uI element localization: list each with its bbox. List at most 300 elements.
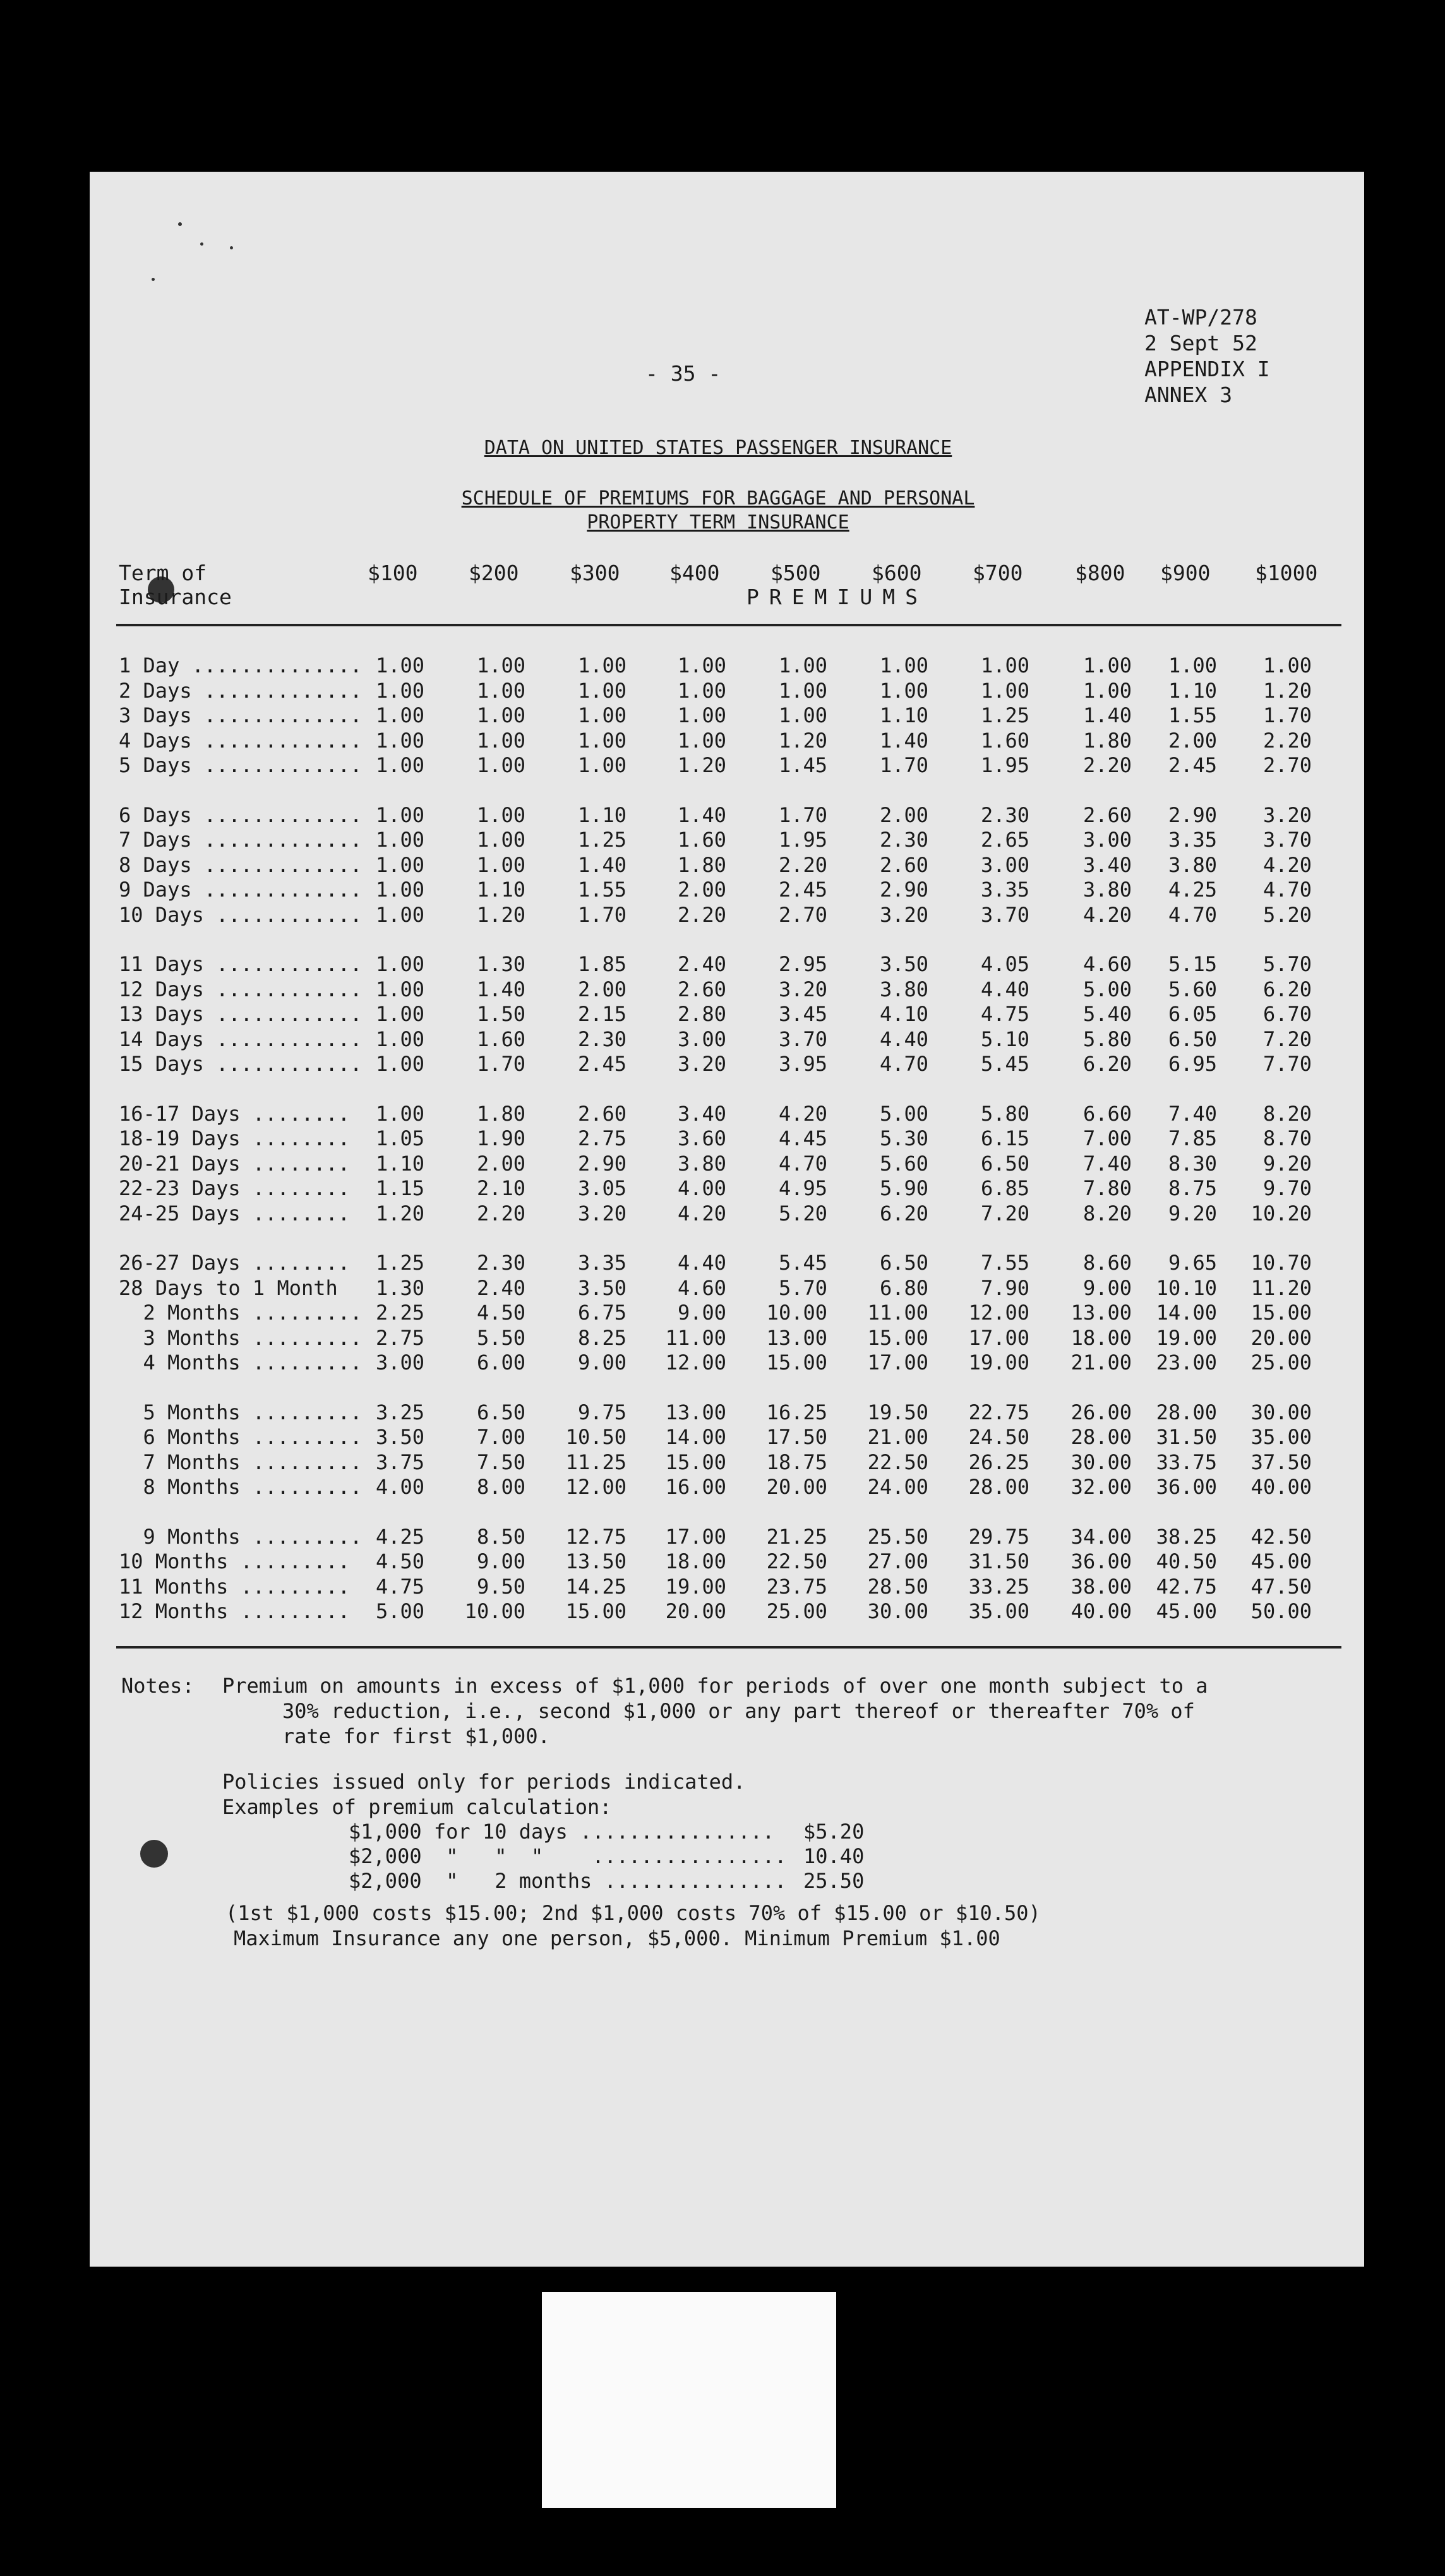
premium-cell: 9.00 bbox=[677, 1301, 726, 1325]
table-row bbox=[119, 1351, 1350, 1375]
example-label: $1,000 for 10 days ................ bbox=[349, 1820, 775, 1844]
premium-cell: 1.25 bbox=[577, 828, 627, 852]
policies-note: Policies issued only for periods indicated. bbox=[222, 1770, 746, 1794]
row-term: 20-21 Days ........ bbox=[119, 1151, 351, 1176]
reference-line: ANNEX 3 bbox=[1144, 383, 1233, 407]
row-term: 15 Days ............ bbox=[119, 1052, 363, 1076]
premium-cell: 3.95 bbox=[778, 1052, 827, 1076]
premium-cell: 1.00 bbox=[375, 828, 424, 852]
premium-cell: 1.40 bbox=[577, 852, 627, 877]
premium-cell: 1.70 bbox=[778, 802, 827, 827]
premium-cell: 4.70 bbox=[1262, 878, 1312, 902]
premium-cell: 19.00 bbox=[1156, 1325, 1217, 1350]
premium-cell: 11.00 bbox=[665, 1325, 726, 1350]
premium-cell: 9.00 bbox=[1082, 1275, 1132, 1300]
premium-cell: 1.05 bbox=[375, 1126, 424, 1150]
premium-cell: 9.00 bbox=[476, 1549, 525, 1573]
row-term: 7 Days ............. bbox=[119, 828, 363, 852]
row-term: 5 Months ......... bbox=[119, 1400, 363, 1424]
premium-cell: 1.00 bbox=[1262, 653, 1312, 677]
premium-cell: 16.25 bbox=[766, 1400, 827, 1424]
premium-cell: 8.50 bbox=[476, 1524, 525, 1549]
premium-cell: 7.20 bbox=[1262, 1027, 1312, 1051]
premium-cell: 11.20 bbox=[1250, 1275, 1312, 1300]
premium-cell: 36.00 bbox=[1156, 1475, 1217, 1499]
table-row bbox=[119, 1475, 1350, 1500]
premium-cell: 6.50 bbox=[476, 1400, 525, 1424]
column-header: $400 bbox=[669, 561, 720, 585]
premium-cell: 4.70 bbox=[1168, 902, 1217, 927]
premium-cell: 22.50 bbox=[766, 1549, 827, 1573]
premium-cell: 21.25 bbox=[766, 1524, 827, 1549]
premium-cell: 14.00 bbox=[665, 1425, 726, 1449]
premium-cell: 1.60 bbox=[980, 728, 1029, 753]
premium-cell: 28.00 bbox=[1156, 1400, 1217, 1424]
table-row bbox=[119, 729, 1350, 753]
premium-cell: 1.00 bbox=[375, 653, 424, 677]
premium-cell: 3.70 bbox=[980, 902, 1029, 927]
premium-cell: 1.80 bbox=[677, 852, 726, 877]
premium-cell: 2.75 bbox=[577, 1126, 627, 1150]
premium-cell: 7.20 bbox=[980, 1201, 1029, 1225]
premium-cell: 7.90 bbox=[980, 1275, 1029, 1300]
premium-cell: 6.70 bbox=[1262, 1002, 1312, 1026]
premium-cell: 25.00 bbox=[1250, 1351, 1312, 1374]
row-term: 4 Days ............. bbox=[119, 728, 363, 753]
premium-cell: 7.80 bbox=[1082, 1176, 1132, 1200]
premium-cell: 1.00 bbox=[677, 653, 726, 677]
document-subtitle: SCHEDULE OF PREMIUMS FOR BAGGAGE AND PERSONAL bbox=[461, 487, 975, 510]
premium-cell: 25.00 bbox=[766, 1599, 827, 1623]
premium-cell: 2.00 bbox=[677, 878, 726, 902]
premium-cell: 10.00 bbox=[464, 1599, 525, 1623]
premium-cell: 6.50 bbox=[1168, 1027, 1217, 1051]
row-term: 10 Days ............ bbox=[119, 902, 363, 927]
premium-cell: 18.00 bbox=[1070, 1325, 1132, 1350]
premium-cell: 8.75 bbox=[1168, 1176, 1217, 1200]
premium-cell: 6.20 bbox=[879, 1201, 928, 1225]
premium-cell: 1.15 bbox=[375, 1176, 424, 1200]
premium-cell: 1.00 bbox=[778, 678, 827, 703]
premium-cell: 1.00 bbox=[375, 1101, 424, 1126]
premium-cell: 47.50 bbox=[1250, 1574, 1312, 1599]
premium-cell: 26.00 bbox=[1070, 1400, 1132, 1424]
premium-cell: 2.60 bbox=[879, 852, 928, 877]
row-term: 8 Months ......... bbox=[119, 1475, 363, 1499]
paper-speck bbox=[140, 1840, 168, 1868]
premium-cell: 5.80 bbox=[1082, 1027, 1132, 1051]
premium-cell: 3.00 bbox=[677, 1027, 726, 1051]
document-subtitle: PROPERTY TERM INSURANCE bbox=[587, 511, 849, 534]
row-term: 26-27 Days ........ bbox=[119, 1251, 351, 1275]
premium-cell: 12.00 bbox=[665, 1351, 726, 1374]
premium-cell: 1.90 bbox=[476, 1126, 525, 1150]
page-number: - 35 - bbox=[645, 361, 721, 386]
premium-cell: 6.85 bbox=[980, 1176, 1029, 1200]
premium-cell: 4.25 bbox=[375, 1524, 424, 1549]
premium-cell: 1.10 bbox=[1168, 678, 1217, 703]
premium-cell: 1.00 bbox=[577, 728, 627, 753]
premium-cell: 19.00 bbox=[665, 1574, 726, 1599]
premium-cell: 33.25 bbox=[968, 1574, 1029, 1599]
premium-cell: 4.25 bbox=[1168, 878, 1217, 902]
premium-cell: 24.00 bbox=[867, 1475, 928, 1499]
premium-cell: 28.50 bbox=[867, 1574, 928, 1599]
premium-cell: 1.00 bbox=[375, 977, 424, 1001]
premium-cell: 1.55 bbox=[1168, 703, 1217, 727]
premium-cell: 1.00 bbox=[677, 728, 726, 753]
term-header: Term of bbox=[119, 561, 207, 585]
premium-cell: 7.40 bbox=[1168, 1101, 1217, 1126]
premium-cell: 2.40 bbox=[476, 1275, 525, 1300]
premium-cell: 15.00 bbox=[766, 1351, 827, 1374]
premium-cell: 1.20 bbox=[375, 1201, 424, 1225]
premium-cell: 5.00 bbox=[879, 1101, 928, 1126]
row-term: 1 Day .............. bbox=[119, 653, 363, 677]
premium-cell: 3.20 bbox=[1262, 802, 1312, 827]
premium-cell: 3.45 bbox=[778, 1002, 827, 1026]
premium-cell: 13.00 bbox=[766, 1325, 827, 1350]
premium-cell: 10.50 bbox=[565, 1425, 627, 1449]
premium-cell: 4.20 bbox=[778, 1101, 827, 1126]
table-row bbox=[119, 1326, 1350, 1351]
premium-cell: 1.50 bbox=[476, 1002, 525, 1026]
premium-cell: 3.50 bbox=[375, 1425, 424, 1449]
premium-cell: 12.75 bbox=[565, 1524, 627, 1549]
notes-text: 30% reduction, i.e., second $1,000 or any part thereof or thereafter 70% of bbox=[282, 1699, 1195, 1723]
premium-cell: 5.50 bbox=[476, 1325, 525, 1350]
premium-cell: 7.70 bbox=[1262, 1052, 1312, 1076]
premium-cell: 4.00 bbox=[677, 1176, 726, 1200]
row-term: 9 Months ......... bbox=[119, 1524, 363, 1549]
premium-cell: 21.00 bbox=[867, 1425, 928, 1449]
term-header: Insurance bbox=[119, 585, 232, 609]
premium-cell: 25.50 bbox=[867, 1524, 928, 1549]
premium-cell: 2.70 bbox=[1262, 753, 1312, 777]
premium-cell: 1.00 bbox=[1082, 653, 1132, 677]
premium-cell: 1.00 bbox=[476, 753, 525, 777]
premium-cell: 1.00 bbox=[375, 902, 424, 927]
premium-cell: 1.40 bbox=[476, 977, 525, 1001]
premium-cell: 1.00 bbox=[375, 952, 424, 976]
premium-cell: 9.00 bbox=[577, 1351, 627, 1374]
premium-cell: 3.05 bbox=[577, 1176, 627, 1200]
premium-cell: 1.10 bbox=[375, 1151, 424, 1176]
premium-cell: 20.00 bbox=[766, 1475, 827, 1499]
table-row bbox=[119, 1126, 1350, 1151]
table-row bbox=[119, 1002, 1350, 1027]
premium-cell: 3.20 bbox=[577, 1201, 627, 1225]
premium-cell: 9.75 bbox=[577, 1400, 627, 1424]
row-term: 6 Months ......... bbox=[119, 1425, 363, 1449]
premium-cell: 1.00 bbox=[778, 703, 827, 727]
premium-cell: 4.40 bbox=[980, 977, 1029, 1001]
premium-cell: 9.65 bbox=[1168, 1251, 1217, 1275]
premium-cell: 1.00 bbox=[879, 653, 928, 677]
premium-cell: 2.45 bbox=[1168, 753, 1217, 777]
premium-cell: 1.70 bbox=[476, 1052, 525, 1076]
premium-cell: 1.00 bbox=[1168, 653, 1217, 677]
premium-cell: 4.75 bbox=[980, 1002, 1029, 1026]
premium-cell: 31.50 bbox=[1156, 1425, 1217, 1449]
premium-cell: 6.50 bbox=[879, 1251, 928, 1275]
table-row bbox=[119, 1176, 1350, 1201]
table-row bbox=[119, 1102, 1350, 1126]
premium-cell: 2.75 bbox=[375, 1325, 424, 1350]
premium-cell: 3.70 bbox=[1262, 828, 1312, 852]
premium-cell: 1.00 bbox=[476, 728, 525, 753]
premium-cell: 2.15 bbox=[577, 1002, 627, 1026]
premium-cell: 2.45 bbox=[778, 878, 827, 902]
premium-cell: 1.70 bbox=[577, 902, 627, 927]
premium-cell: 5.45 bbox=[980, 1052, 1029, 1076]
premium-cell: 1.00 bbox=[375, 1052, 424, 1076]
premium-cell: 1.30 bbox=[476, 952, 525, 976]
example-amount: 25.50 bbox=[803, 1869, 865, 1893]
premium-cell: 1.00 bbox=[1082, 678, 1132, 703]
premium-cell: 7.85 bbox=[1168, 1126, 1217, 1150]
premium-cell: 3.40 bbox=[1082, 852, 1132, 877]
premium-cell: 35.00 bbox=[1250, 1425, 1312, 1449]
premium-cell: 2.00 bbox=[476, 1151, 525, 1176]
premium-cell: 5.00 bbox=[1082, 977, 1132, 1001]
premium-cell: 45.00 bbox=[1156, 1599, 1217, 1623]
premium-cell: 42.75 bbox=[1156, 1574, 1217, 1599]
premium-cell: 42.50 bbox=[1250, 1524, 1312, 1549]
premium-cell: 4.40 bbox=[677, 1251, 726, 1275]
premium-cell: 31.50 bbox=[968, 1549, 1029, 1573]
premium-cell: 14.25 bbox=[565, 1574, 627, 1599]
premium-cell: 3.20 bbox=[778, 977, 827, 1001]
premium-cell: 2.10 bbox=[476, 1176, 525, 1200]
premium-cell: 38.25 bbox=[1156, 1524, 1217, 1549]
premium-cell: 2.30 bbox=[879, 828, 928, 852]
premium-cell: 3.25 bbox=[375, 1400, 424, 1424]
example-label: $2,000 " " " ................ bbox=[349, 1844, 787, 1868]
premium-cell: 3.00 bbox=[1082, 828, 1132, 852]
table-rule-top bbox=[116, 624, 1341, 626]
premium-cell: 29.75 bbox=[968, 1524, 1029, 1549]
premium-cell: 1.00 bbox=[375, 802, 424, 827]
premium-cell: 1.00 bbox=[375, 728, 424, 753]
premium-cell: 3.00 bbox=[375, 1351, 424, 1374]
premium-cell: 28.00 bbox=[968, 1475, 1029, 1499]
premium-cell: 4.20 bbox=[677, 1201, 726, 1225]
premium-cell: 3.50 bbox=[577, 1275, 627, 1300]
premium-cell: 36.00 bbox=[1070, 1549, 1132, 1573]
premium-cell: 6.15 bbox=[980, 1126, 1029, 1150]
premium-cell: 13.50 bbox=[565, 1549, 627, 1573]
premium-cell: 8.00 bbox=[476, 1475, 525, 1499]
premium-cell: 3.80 bbox=[879, 977, 928, 1001]
table-row bbox=[119, 1301, 1350, 1325]
premium-cell: 6.20 bbox=[1082, 1052, 1132, 1076]
table-row bbox=[119, 903, 1350, 927]
premium-cell: 15.00 bbox=[867, 1325, 928, 1350]
premium-cell: 5.45 bbox=[778, 1251, 827, 1275]
premium-cell: 3.80 bbox=[1082, 878, 1132, 902]
premium-cell: 2.25 bbox=[375, 1301, 424, 1325]
table-row bbox=[119, 878, 1350, 902]
row-term: 2 Days ............. bbox=[119, 678, 363, 703]
premium-cell: 18.75 bbox=[766, 1450, 827, 1474]
premium-cell: 1.20 bbox=[476, 902, 525, 927]
premium-cell: 1.00 bbox=[476, 678, 525, 703]
premium-cell: 1.00 bbox=[577, 753, 627, 777]
premium-cell: 30.00 bbox=[1250, 1400, 1312, 1424]
reference-line: APPENDIX I bbox=[1144, 357, 1270, 381]
reference-line: 2 Sept 52 bbox=[1144, 331, 1257, 355]
premium-cell: 10.70 bbox=[1250, 1251, 1312, 1275]
premium-cell: 6.00 bbox=[476, 1351, 525, 1374]
premium-cell: 1.95 bbox=[778, 828, 827, 852]
example-amount: $5.20 bbox=[803, 1820, 865, 1844]
premium-cell: 8.20 bbox=[1082, 1201, 1132, 1225]
maximum-note: Maximum Insurance any one person, $5,000. Minimum Premium $1.00 bbox=[234, 1926, 1000, 1950]
premium-cell: 34.00 bbox=[1070, 1524, 1132, 1549]
premium-cell: 28.00 bbox=[1070, 1425, 1132, 1449]
premium-cell: 2.60 bbox=[577, 1101, 627, 1126]
premium-cell: 2.95 bbox=[778, 952, 827, 976]
table-row bbox=[119, 653, 1350, 678]
premium-cell: 2.00 bbox=[1168, 728, 1217, 753]
table-row bbox=[119, 1202, 1350, 1226]
premium-cell: 12.00 bbox=[565, 1475, 627, 1499]
premium-cell: 3.70 bbox=[778, 1027, 827, 1051]
premium-cell: 1.00 bbox=[375, 1027, 424, 1051]
premium-cell: 3.00 bbox=[980, 852, 1029, 877]
table-row bbox=[119, 679, 1350, 703]
premium-cell: 38.00 bbox=[1070, 1574, 1132, 1599]
premium-cell: 24.50 bbox=[968, 1425, 1029, 1449]
premium-cell: 10.20 bbox=[1250, 1201, 1312, 1225]
premium-cell: 8.70 bbox=[1262, 1126, 1312, 1150]
premium-cell: 40.00 bbox=[1070, 1599, 1132, 1623]
premium-cell: 32.00 bbox=[1070, 1475, 1132, 1499]
table-row bbox=[119, 1549, 1350, 1574]
premium-cell: 5.60 bbox=[1168, 977, 1217, 1001]
premium-cell: 2.20 bbox=[677, 902, 726, 927]
premium-cell: 2.20 bbox=[778, 852, 827, 877]
premium-cell: 2.60 bbox=[1082, 802, 1132, 827]
premium-cell: 1.10 bbox=[476, 878, 525, 902]
paper-speck bbox=[152, 278, 155, 281]
premium-cell: 14.00 bbox=[1156, 1301, 1217, 1325]
column-header: $500 bbox=[770, 561, 821, 585]
premium-cell: 2.70 bbox=[778, 902, 827, 927]
premium-cell: 5.40 bbox=[1082, 1002, 1132, 1026]
premium-cell: 15.00 bbox=[565, 1599, 627, 1623]
cost-note: (1st $1,000 costs $15.00; 2nd $1,000 costs 70% of $15.00 or $10.50) bbox=[225, 1901, 1041, 1925]
premium-cell: 37.50 bbox=[1250, 1450, 1312, 1474]
premium-cell: 1.40 bbox=[677, 802, 726, 827]
premium-cell: 33.75 bbox=[1156, 1450, 1217, 1474]
premium-cell: 3.35 bbox=[980, 878, 1029, 902]
premium-cell: 3.60 bbox=[677, 1126, 726, 1150]
premium-cell: 1.00 bbox=[375, 1002, 424, 1026]
premium-cell: 3.20 bbox=[677, 1052, 726, 1076]
premium-cell: 1.20 bbox=[677, 753, 726, 777]
row-term: 3 Days ............. bbox=[119, 703, 363, 727]
premium-cell: 1.00 bbox=[476, 703, 525, 727]
premium-cell: 1.25 bbox=[980, 703, 1029, 727]
premium-cell: 22.50 bbox=[867, 1450, 928, 1474]
premium-cell: 6.20 bbox=[1262, 977, 1312, 1001]
premium-cell: 5.10 bbox=[980, 1027, 1029, 1051]
premium-cell: 15.00 bbox=[665, 1450, 726, 1474]
premium-cell: 4.45 bbox=[778, 1126, 827, 1150]
premium-cell: 50.00 bbox=[1250, 1599, 1312, 1623]
column-header: $600 bbox=[872, 561, 922, 585]
row-term: 6 Days ............. bbox=[119, 802, 363, 827]
premium-cell: 1.00 bbox=[375, 703, 424, 727]
premium-cell: 45.00 bbox=[1250, 1549, 1312, 1573]
premium-cell: 35.00 bbox=[968, 1599, 1029, 1623]
table-row bbox=[119, 1276, 1350, 1301]
example-label: $2,000 " 2 months ............... bbox=[349, 1869, 787, 1893]
column-header: $100 bbox=[368, 561, 418, 585]
premium-cell: 12.00 bbox=[968, 1301, 1029, 1325]
premium-cell: 1.00 bbox=[778, 653, 827, 677]
premium-cell: 1.40 bbox=[879, 728, 928, 753]
row-term: 28 Days to 1 Month bbox=[119, 1275, 338, 1300]
premium-cell: 1.00 bbox=[677, 678, 726, 703]
table-row bbox=[119, 753, 1350, 778]
premium-cell: 2.00 bbox=[879, 802, 928, 827]
premium-cell: 21.00 bbox=[1070, 1351, 1132, 1374]
premium-cell: 5.15 bbox=[1168, 952, 1217, 976]
premium-cell: 1.00 bbox=[375, 852, 424, 877]
examples-heading: Examples of premium calculation: bbox=[222, 1795, 612, 1819]
premium-cell: 5.20 bbox=[778, 1201, 827, 1225]
document-reference bbox=[1144, 304, 1270, 408]
notes-text: Premium on amounts in excess of $1,000 for periods of over one month subject to a bbox=[222, 1674, 1208, 1698]
table-row bbox=[119, 828, 1350, 852]
premium-cell: 22.75 bbox=[968, 1400, 1029, 1424]
premium-cell: 2.80 bbox=[677, 1002, 726, 1026]
premium-cell: 1.60 bbox=[677, 828, 726, 852]
premium-cell: 5.20 bbox=[1262, 902, 1312, 927]
premium-cell: 30.00 bbox=[867, 1599, 928, 1623]
premium-cell: 10.00 bbox=[766, 1301, 827, 1325]
premium-cell: 27.00 bbox=[867, 1549, 928, 1573]
row-term: 11 Months ......... bbox=[119, 1574, 351, 1599]
row-term: 4 Months ......... bbox=[119, 1351, 363, 1374]
premium-cell: 9.50 bbox=[476, 1574, 525, 1599]
premium-cell: 23.00 bbox=[1156, 1351, 1217, 1374]
premium-cell: 2.90 bbox=[577, 1151, 627, 1176]
notes-label: Notes: bbox=[121, 1674, 195, 1698]
table-row bbox=[119, 977, 1350, 1002]
document-title: DATA ON UNITED STATES PASSENGER INSURANCE bbox=[484, 437, 952, 459]
premium-cell: 2.20 bbox=[476, 1201, 525, 1225]
premium-cell: 1.00 bbox=[677, 703, 726, 727]
premium-cell: 26.25 bbox=[968, 1450, 1029, 1474]
premium-cell: 4.70 bbox=[879, 1052, 928, 1076]
premium-cell: 1.80 bbox=[476, 1101, 525, 1126]
premium-cell: 4.05 bbox=[980, 952, 1029, 976]
premium-cell: 11.00 bbox=[867, 1301, 928, 1325]
premium-cell: 1.70 bbox=[879, 753, 928, 777]
premium-cell: 30.00 bbox=[1070, 1450, 1132, 1474]
premium-cell: 2.30 bbox=[577, 1027, 627, 1051]
row-term: 24-25 Days ........ bbox=[119, 1201, 351, 1225]
premium-cell: 1.95 bbox=[980, 753, 1029, 777]
premium-cell: 1.45 bbox=[778, 753, 827, 777]
table-row bbox=[119, 1450, 1350, 1475]
premium-cell: 2.60 bbox=[677, 977, 726, 1001]
column-header: $700 bbox=[973, 561, 1023, 585]
